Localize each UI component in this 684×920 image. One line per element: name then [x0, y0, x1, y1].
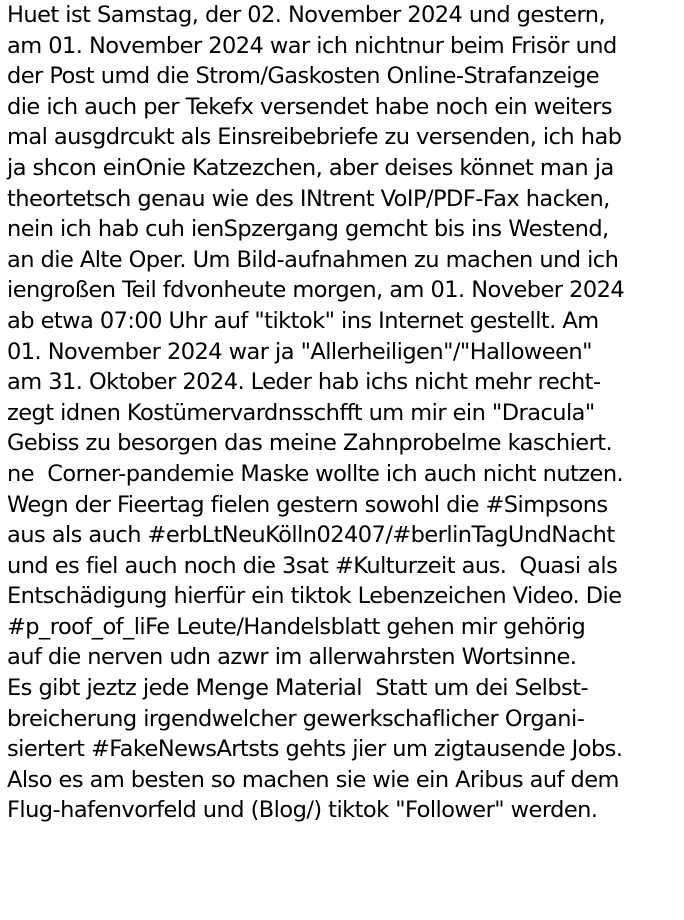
text-line: und es fiel auch noch die 3sat #Kulturzeit aus. Quasi als: [7, 552, 618, 579]
text-line: Flug-hafenvorfeld und (Blog/) tiktok "Follower" werden.: [7, 797, 598, 824]
text-line: am 31. Oktober 2024. Leder hab ichs nicht mehr recht-: [7, 369, 601, 396]
document-text: [7, 0, 683, 826]
text-line: zegt idnen Kostümervardnsschfft um mir ein "Dracula": [7, 399, 595, 426]
text-line: ja shcon einOnie Katzezchen, aber deises könnet man ja: [7, 154, 614, 181]
text-line: #p_roof_of_liFe Leute/Handelsblatt gehen mir gehörig: [7, 613, 586, 640]
text-line: auf die nerven udn azwr im allerwahrsten Wortsinne.: [7, 644, 577, 671]
text-line: der Post umd die Strom/Gaskosten Online-Strafanzeige: [7, 63, 599, 90]
text-line: Wegn der Fieertag fielen gestern sowohl die #Simpsons: [7, 491, 608, 518]
text-line: am 01. November 2024 war ich nichtnur beim Frisör und: [7, 32, 617, 59]
text-line: an die Alte Oper. Um Bild-aufnahmen zu machen und ich: [7, 246, 619, 273]
text-line: Gebiss zu besorgen das meine Zahnprobelme kaschiert.: [7, 430, 613, 457]
text-line: siertert #FakeNewsArtsts gehts jier um zigtausende Jobs.: [7, 736, 623, 763]
text-line: 01. November 2024 war ja "Allerheiligen"/"Halloween": [7, 338, 592, 365]
text-line: die ich auch per Tekefx versendet habe noch ein weiters: [7, 93, 613, 120]
text-line: Huet ist Samstag, der 02. November 2024 und gestern,: [7, 2, 606, 28]
text-line: Entschädigung hierfür ein tiktok Lebenzeichen Video. Die: [7, 583, 622, 610]
text-line: nein ich hab cuh ienSpzergang gemcht bis ins Westend,: [7, 216, 609, 243]
text-line: mal ausgdrcukt als Einsreibebriefe zu versenden, ich hab: [7, 124, 622, 151]
text-line: iengroßen Teil fdvonheute morgen, am 01. Noveber 2024: [7, 277, 625, 304]
text-line: Es gibt jeztz jede Menge Material Statt um dei Selbst-: [7, 675, 589, 702]
text-line: breicherung irgendwelcher gewerkschaflicher Organi-: [7, 705, 585, 732]
text-line: theortetsch genau wie des INtrent VoIP/PDF-Fax hacken,: [7, 185, 610, 212]
text-line: ne Corner-pandemie Maske wollte ich auch nicht nutzen.: [7, 460, 624, 487]
text-line: aus als auch #erbLtNeuKölln02407/#berlinTagUndNacht: [7, 522, 615, 549]
text-line: ab etwa 07:00 Uhr auf "tiktok" ins Internet gestellt. Am: [7, 307, 599, 334]
text-line: Also es am besten so machen sie wie ein Aribus auf dem: [7, 766, 619, 793]
